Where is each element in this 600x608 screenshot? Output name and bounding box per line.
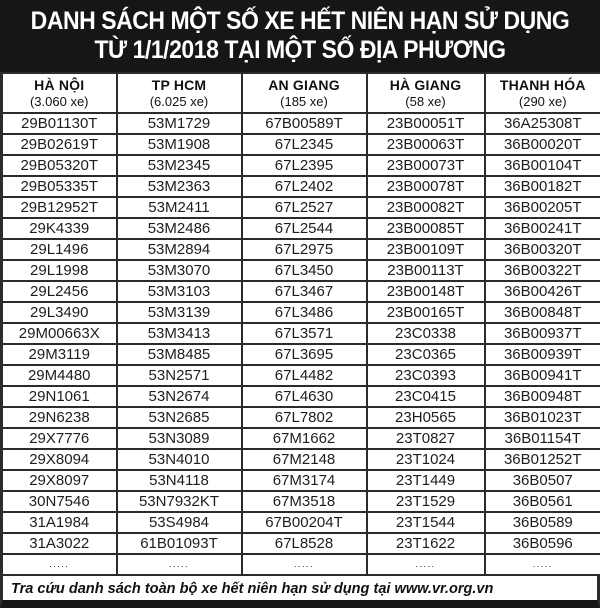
plate-cell: 36B00848T (485, 302, 600, 323)
table-row (2, 344, 600, 365)
table-row (2, 218, 600, 239)
plate-cell: 36B01252T (485, 449, 600, 470)
plate-cell: 23B00148T (367, 281, 485, 302)
plate-cell: 67L3467 (242, 281, 367, 302)
table-row (2, 302, 600, 323)
table-row (2, 155, 600, 176)
column-count: (3.060 xe) (29, 94, 89, 109)
plate-cell: 67L2527 (242, 197, 367, 218)
column-header-ha-noi (2, 73, 117, 113)
plate-cell: 67L2402 (242, 176, 367, 197)
plate-cell: 53M3070 (117, 260, 242, 281)
plate-cell: 53M2486 (117, 218, 242, 239)
plate-cell: 23T1529 (367, 491, 485, 512)
plate-cell: 36B01023T (485, 407, 600, 428)
plate-cell: 36B00941T (485, 365, 600, 386)
table-row (2, 365, 600, 386)
plate-cell: 53M8485 (117, 344, 242, 365)
plate-cell: 29L1496 (2, 239, 117, 260)
plate-cell: 23T1449 (367, 470, 485, 491)
plates-body (2, 113, 600, 575)
table-row (2, 239, 600, 260)
plate-cell: 53M1908 (117, 134, 242, 155)
plate-cell: 29X8094 (2, 449, 117, 470)
plate-cell: 23B00085T (367, 218, 485, 239)
plate-cell: 23B00073T (367, 155, 485, 176)
plate-cell: 29B05320T (2, 155, 117, 176)
plate-cell: 36B00182T (485, 176, 600, 197)
table-row (2, 323, 600, 344)
plate-cell: 67L3450 (242, 260, 367, 281)
plate-cell: 36B0596 (485, 533, 600, 554)
plate-cell: 29X8097 (2, 470, 117, 491)
plate-cell: 53N7932KT (117, 491, 242, 512)
ellipsis-cell: ..... (485, 554, 600, 575)
column-name: THANH HÓA (499, 77, 586, 93)
plate-cell: 23T0827 (367, 428, 485, 449)
plate-cell: 36B00322T (485, 260, 600, 281)
column-name: TP HCM (151, 77, 207, 93)
plate-cell: 53M2411 (117, 197, 242, 218)
plate-cell: 29K4339 (2, 218, 117, 239)
plate-cell: 53M2363 (117, 176, 242, 197)
column-header-an-giang (242, 73, 367, 113)
plate-cell: 23C0415 (367, 386, 485, 407)
table-row (2, 281, 600, 302)
plate-cell: 29L3490 (2, 302, 117, 323)
table-row (2, 449, 600, 470)
plate-cell: 29B01130T (2, 113, 117, 134)
plate-cell: 53N4010 (117, 449, 242, 470)
plate-cell: 23B00078T (367, 176, 485, 197)
table-row (2, 134, 600, 155)
table-row (2, 407, 600, 428)
ellipsis-cell: ..... (367, 554, 485, 575)
plate-cell: 23T1622 (367, 533, 485, 554)
plate-cell: 53M3103 (117, 281, 242, 302)
plate-cell: 53N3089 (117, 428, 242, 449)
plate-cell: 36B00426T (485, 281, 600, 302)
plate-cell: 67L3571 (242, 323, 367, 344)
table-row (2, 197, 600, 218)
plate-cell: 23T1544 (367, 512, 485, 533)
plate-cell: 29X7776 (2, 428, 117, 449)
plate-cell: 53N2674 (117, 386, 242, 407)
table-row (2, 512, 600, 533)
column-name: HÀ GIANG (389, 77, 462, 93)
table-row (2, 470, 600, 491)
plate-cell: 29M00663X (2, 323, 117, 344)
column-header-ha-giang (367, 73, 485, 113)
column-count: (185 xe) (280, 94, 328, 109)
plate-cell: 53M3139 (117, 302, 242, 323)
plate-cell: 29N6238 (2, 407, 117, 428)
column-count: (6.025 xe) (149, 94, 209, 109)
plate-table (0, 72, 600, 576)
ellipsis-cell: ..... (2, 554, 117, 575)
plate-cell: 29B12952T (2, 197, 117, 218)
plate-cell: 36B0507 (485, 470, 600, 491)
footer-note: Tra cứu danh sách toàn bộ xe hết niên hạn sử dụng tại www.vr.org.vn (11, 579, 494, 597)
column-name: HÀ NỘI (34, 77, 85, 93)
plate-cell: 53M1729 (117, 113, 242, 134)
plate-cell: 67L2975 (242, 239, 367, 260)
table-row (2, 386, 600, 407)
plate-cell: 53M2345 (117, 155, 242, 176)
plate-cell: 36B0561 (485, 491, 600, 512)
plate-cell: 23B00165T (367, 302, 485, 323)
plate-cell: 67L2544 (242, 218, 367, 239)
table-row (2, 113, 600, 134)
column-header-thanh-hoa (485, 73, 600, 113)
plate-cell: 53S4984 (117, 512, 242, 533)
plate-cell: 67M3174 (242, 470, 367, 491)
plate-cell: 67M3518 (242, 491, 367, 512)
footer-note-bar (0, 576, 600, 608)
plate-cell: 67L2345 (242, 134, 367, 155)
table-row (2, 428, 600, 449)
plate-cell: 23B00082T (367, 197, 485, 218)
plate-cell: 31A1984 (2, 512, 117, 533)
plate-cell: 67M1662 (242, 428, 367, 449)
plate-cell: 53N2571 (117, 365, 242, 386)
plate-cell: 53N2685 (117, 407, 242, 428)
plate-cell: 67L4482 (242, 365, 367, 386)
title-banner (0, 0, 600, 72)
plate-cell: 23C0338 (367, 323, 485, 344)
plate-cell: 36B00241T (485, 218, 600, 239)
plate-cell: 23B00063T (367, 134, 485, 155)
plate-cell: 67L3695 (242, 344, 367, 365)
plate-cell: 31A3022 (2, 533, 117, 554)
plate-cell: 23B00113T (367, 260, 485, 281)
plate-cell: 53M3413 (117, 323, 242, 344)
ellipsis-cell: ..... (242, 554, 367, 575)
plate-cell: 23B00051T (367, 113, 485, 134)
plate-cell: 36B00020T (485, 134, 600, 155)
plate-cell: 29L2456 (2, 281, 117, 302)
table-row (2, 491, 600, 512)
table-header (2, 73, 600, 113)
table-row (2, 260, 600, 281)
column-count: (58 xe) (405, 94, 446, 109)
table-row (2, 176, 600, 197)
plate-cell: 23C0365 (367, 344, 485, 365)
plate-cell: 67M2148 (242, 449, 367, 470)
plate-cell: 36B0589 (485, 512, 600, 533)
plate-cell: 67L4630 (242, 386, 367, 407)
column-header-tp-hcm (117, 73, 242, 113)
title-line-2: TỪ 1/1/2018 TẠI MỘT SỐ ĐỊA PHƯƠNG (94, 36, 506, 64)
plate-cell: 23C0393 (367, 365, 485, 386)
plate-cell: 67B00589T (242, 113, 367, 134)
plate-cell: 30N7546 (2, 491, 117, 512)
plate-cell: 29N1061 (2, 386, 117, 407)
plate-cell: 67L7802 (242, 407, 367, 428)
plate-cell: 36B00205T (485, 197, 600, 218)
plate-cell: 36B00948T (485, 386, 600, 407)
ellipsis-row (2, 554, 600, 575)
plate-cell: 36B00937T (485, 323, 600, 344)
title-line-1: DANH SÁCH MỘT SỐ XE HẾT NIÊN HẠN SỬ DỤNG (30, 7, 570, 35)
header-row (2, 73, 600, 113)
plate-cell: 29B02619T (2, 134, 117, 155)
plate-cell: 67L8528 (242, 533, 367, 554)
plate-cell: 29B05335T (2, 176, 117, 197)
plate-cell: 67L3486 (242, 302, 367, 323)
plate-cell: 36B00104T (485, 155, 600, 176)
plate-cell: 67B00204T (242, 512, 367, 533)
plate-cell: 36B01154T (485, 428, 600, 449)
plate-cell: 36B00939T (485, 344, 600, 365)
column-name: AN GIANG (268, 77, 340, 93)
plate-cell: 53M2894 (117, 239, 242, 260)
plate-cell: 23B00109T (367, 239, 485, 260)
plate-cell: 36A25308T (485, 113, 600, 134)
ellipsis-cell: ..... (117, 554, 242, 575)
plate-cell: 29L1998 (2, 260, 117, 281)
plate-cell: 23T1024 (367, 449, 485, 470)
column-count: (290 xe) (518, 94, 567, 109)
plate-cell: 23H0565 (367, 407, 485, 428)
plate-cell: 53N4118 (117, 470, 242, 491)
plate-cell: 36B00320T (485, 239, 600, 260)
table-row (2, 533, 600, 554)
plate-cell: 29M4480 (2, 365, 117, 386)
plate-cell: 61B01093T (117, 533, 242, 554)
plate-cell: 67L2395 (242, 155, 367, 176)
plate-cell: 29M3119 (2, 344, 117, 365)
